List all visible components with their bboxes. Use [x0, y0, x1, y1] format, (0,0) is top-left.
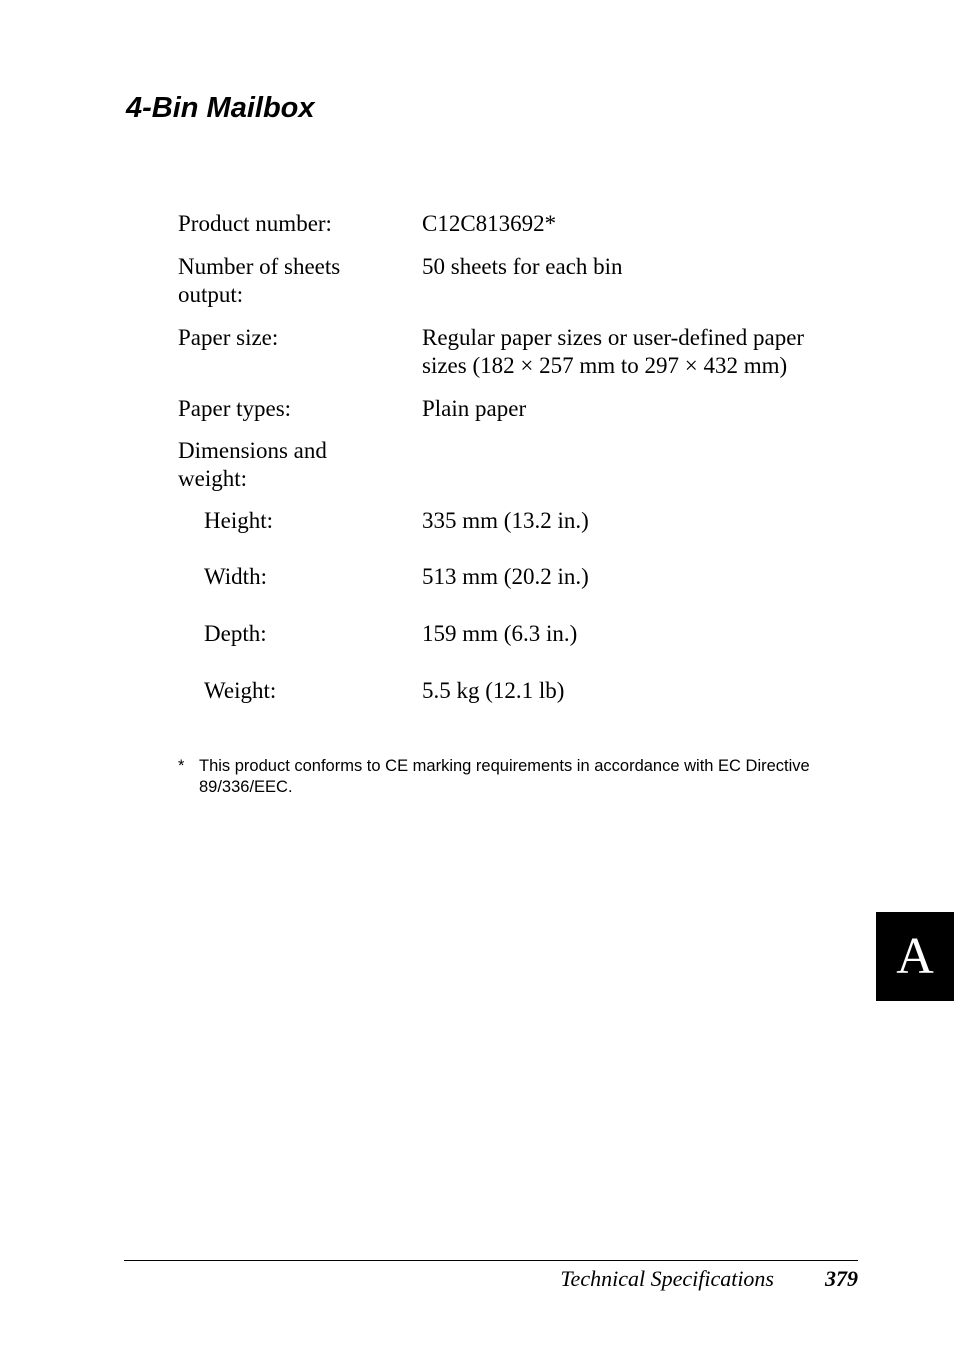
spec-label	[178, 253, 408, 309]
spec-value: Plain paper	[422, 396, 527, 421]
footnote-mark: *	[178, 757, 185, 775]
spec-label: Depth:	[204, 621, 267, 646]
spec-label	[178, 437, 408, 493]
spec-label-line: weight:	[178, 466, 247, 491]
spec-label-line: Number of sheets	[178, 254, 341, 279]
spec-value: 335 mm (13.2 in.)	[422, 508, 589, 533]
footer-section-title: Technical Specifications	[560, 1266, 774, 1291]
spec-label-line: Dimensions and	[178, 438, 327, 463]
spec-label: Paper types:	[178, 396, 292, 421]
spec-value: C12C813692*	[422, 211, 557, 236]
section-heading: 4-Bin Mailbox	[126, 92, 315, 124]
spec-value: 50 sheets for each bin	[422, 254, 623, 279]
footnote-line: This product conforms to CE marking requirements in accordance with EC Directive	[199, 757, 810, 775]
spec-label: Weight:	[204, 678, 277, 703]
footer-rule	[124, 1260, 858, 1261]
spec-value: 5.5 kg (12.1 lb)	[422, 678, 565, 703]
spec-value-line: sizes (182 × 257 mm to 297 × 432 mm)	[422, 353, 788, 378]
spec-label: Height:	[204, 508, 273, 533]
spec-label: Paper size:	[178, 325, 279, 350]
appendix-tab: A	[876, 912, 954, 1001]
footnote-text	[199, 756, 864, 798]
spec-value	[422, 324, 862, 380]
spec-label-line: output:	[178, 282, 244, 307]
spec-value-line: Regular paper sizes or user-defined paper	[422, 325, 805, 350]
spec-value: 159 mm (6.3 in.)	[422, 621, 578, 646]
page-number: 379	[825, 1266, 858, 1291]
spec-label: Product number:	[178, 211, 332, 236]
spec-value: 513 mm (20.2 in.)	[422, 564, 589, 589]
footnote-line: 89/336/EEC.	[199, 778, 293, 796]
spec-label: Width:	[204, 564, 267, 589]
